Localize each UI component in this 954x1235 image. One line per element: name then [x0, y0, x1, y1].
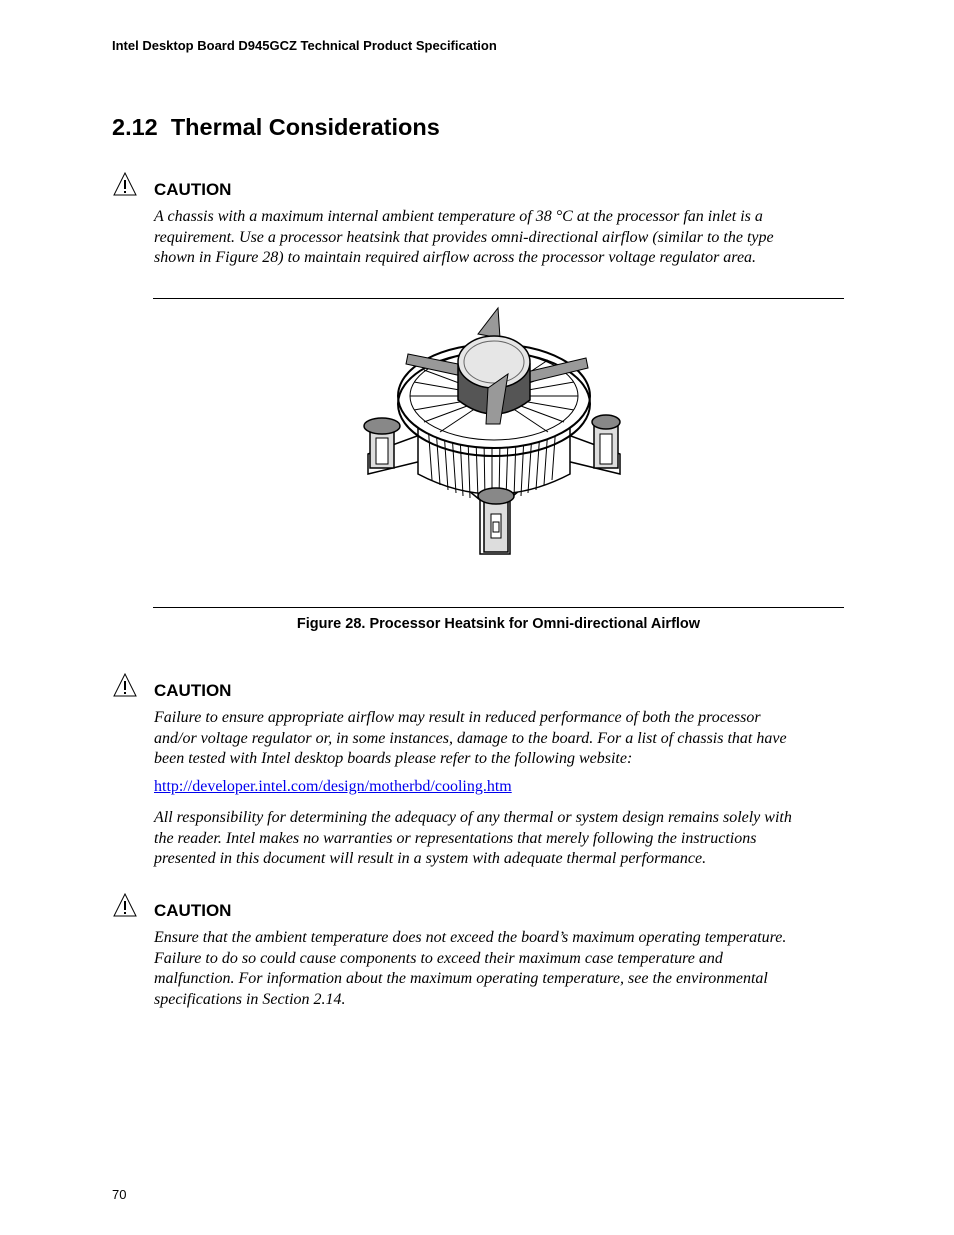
text-line: Failure to do so could cause components to exceed their maximum case temperature and [154, 949, 723, 967]
text-line: A chassis with a maximum internal ambient temperature of 38 °C at the processor fan inlet is a [154, 208, 763, 225]
text-line: specifications in Section 2.14. [154, 990, 346, 1008]
section-heading: Thermal Considerations [170, 114, 440, 140]
caution-3-text [154, 928, 846, 1010]
text-line: Ensure that the ambient temperature does not exceed the board’s maximum operating temperature. [154, 929, 787, 946]
text-line: presented in this document will result in a system with adequate thermal performance. [154, 850, 707, 867]
warning-triangle-icon [113, 172, 137, 196]
text-line: malfunction. For information about the maximum operating temperature, see the environmental [154, 970, 768, 987]
text-line: shown in Figure 28) to maintain required airflow across the processor voltage regulator area. [154, 249, 757, 266]
section-number: 2.12 [112, 114, 158, 140]
caution-2-disclaimer [154, 808, 846, 870]
caution-label: CAUTION [154, 681, 232, 700]
caution-2-text [154, 708, 846, 770]
cooling-website-link[interactable]: http://developer.intel.com/design/motherbd/cooling.htm [154, 778, 512, 795]
warning-triangle-icon [113, 673, 137, 697]
caution-label: CAUTION [154, 180, 232, 199]
figure-caption: Figure 28. Processor Heatsink for Omni-directional Airflow [296, 616, 701, 632]
figure-bottom-rule [153, 607, 844, 608]
caution-1-text [154, 207, 846, 269]
text-line: and/or voltage regulator or, in some instances, damage to the board. For a list of chassis that have [154, 729, 787, 747]
text-line: the reader. Intel makes no warranties or representations that merely following the instructions [154, 829, 757, 847]
text-line: been tested with Intel desktop boards please refer to the following website: [154, 750, 633, 767]
heatsink-illustration [358, 304, 630, 564]
section-title [112, 114, 440, 141]
text-line: All responsibility for determining the adequacy of any thermal or system design remains solely with [154, 809, 792, 826]
running-header: Intel Desktop Board D945GCZ Technical Product Specification [112, 38, 497, 53]
caution-label: CAUTION [154, 901, 232, 920]
page-number: 70 [112, 1187, 127, 1202]
figure-top-rule [153, 298, 844, 299]
warning-triangle-icon [113, 893, 137, 917]
text-line: Failure to ensure appropriate airflow may result in reduced performance of both the processor [154, 709, 761, 726]
text-line: requirement. Use a processor heatsink that provides omni-directional airflow (similar to the type [154, 228, 774, 246]
